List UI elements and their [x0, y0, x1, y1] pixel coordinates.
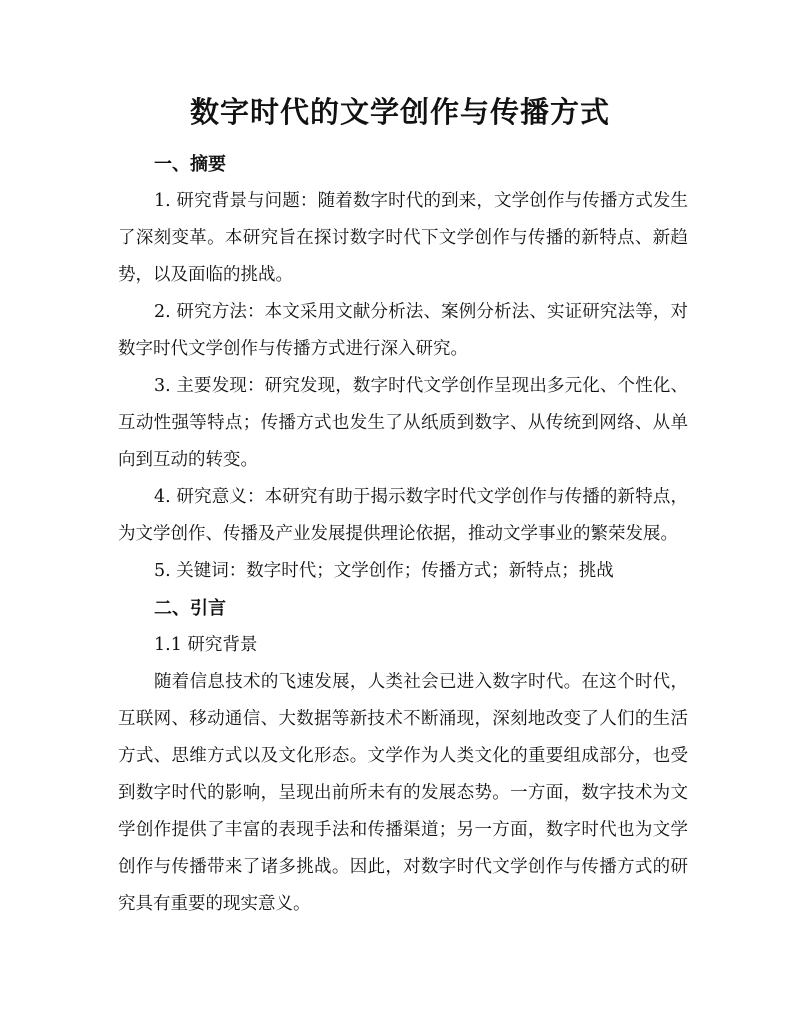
- subsection-heading-background: 1.1 研究背景: [154, 635, 258, 655]
- abstract-item-methods: 2. 研究方法：本文采用文献分析法、案例分析法、实证研究法等，对数字时代文学创作与传播方式进行深入研究。: [118, 302, 688, 359]
- abstract-item-findings: 3. 主要发现：研究发现，数字时代文学创作呈现出多元化、个性化、互动性强等特点；传播方式也发生了从纸质到数字、从传统到网络、从单向到互动的转变。: [118, 376, 688, 470]
- document-body: [118, 146, 688, 923]
- document-title: 数字时代的文学创作与传播方式: [189, 95, 610, 129]
- abstract-item-background: 1. 研究背景与问题：随着数字时代的到来，文学创作与传播方式发生了深刻变革。本研究旨在探讨数字时代下文学创作与传播的新特点、新趋势，以及面临的挑战。: [118, 191, 688, 285]
- section-heading-introduction: 二、引言: [154, 598, 226, 619]
- section-heading-abstract: 一、摘要: [154, 154, 226, 175]
- introduction-paragraph: 随着信息技术的飞速发展，人类社会已进入数字时代。在这个时代，互联网、移动通信、大数据等新技术不断涌现，深刻地改变了人们的生活方式、思维方式以及文化形态。文学作为人类文化的重要组成部分，也受到数字时代的影响，呈现出前所未有的发展态势。一方面，数字技术为文学创作提供了丰富的表现手法和传播渠道；另一方面，数字时代也为文学创作与传播带来了诸多挑战。因此，对数字时代文学创作与传播方式的研究具有重要的现实意义。: [118, 672, 688, 914]
- abstract-item-keywords: 5. 关键词：数字时代；文学创作；传播方式；新特点；挑战: [154, 561, 614, 581]
- abstract-item-significance: 4. 研究意义：本研究有助于揭示数字时代文学创作与传播的新特点，为文学创作、传播及产业发展提供理论依据，推动文学事业的繁荣发展。: [118, 487, 688, 544]
